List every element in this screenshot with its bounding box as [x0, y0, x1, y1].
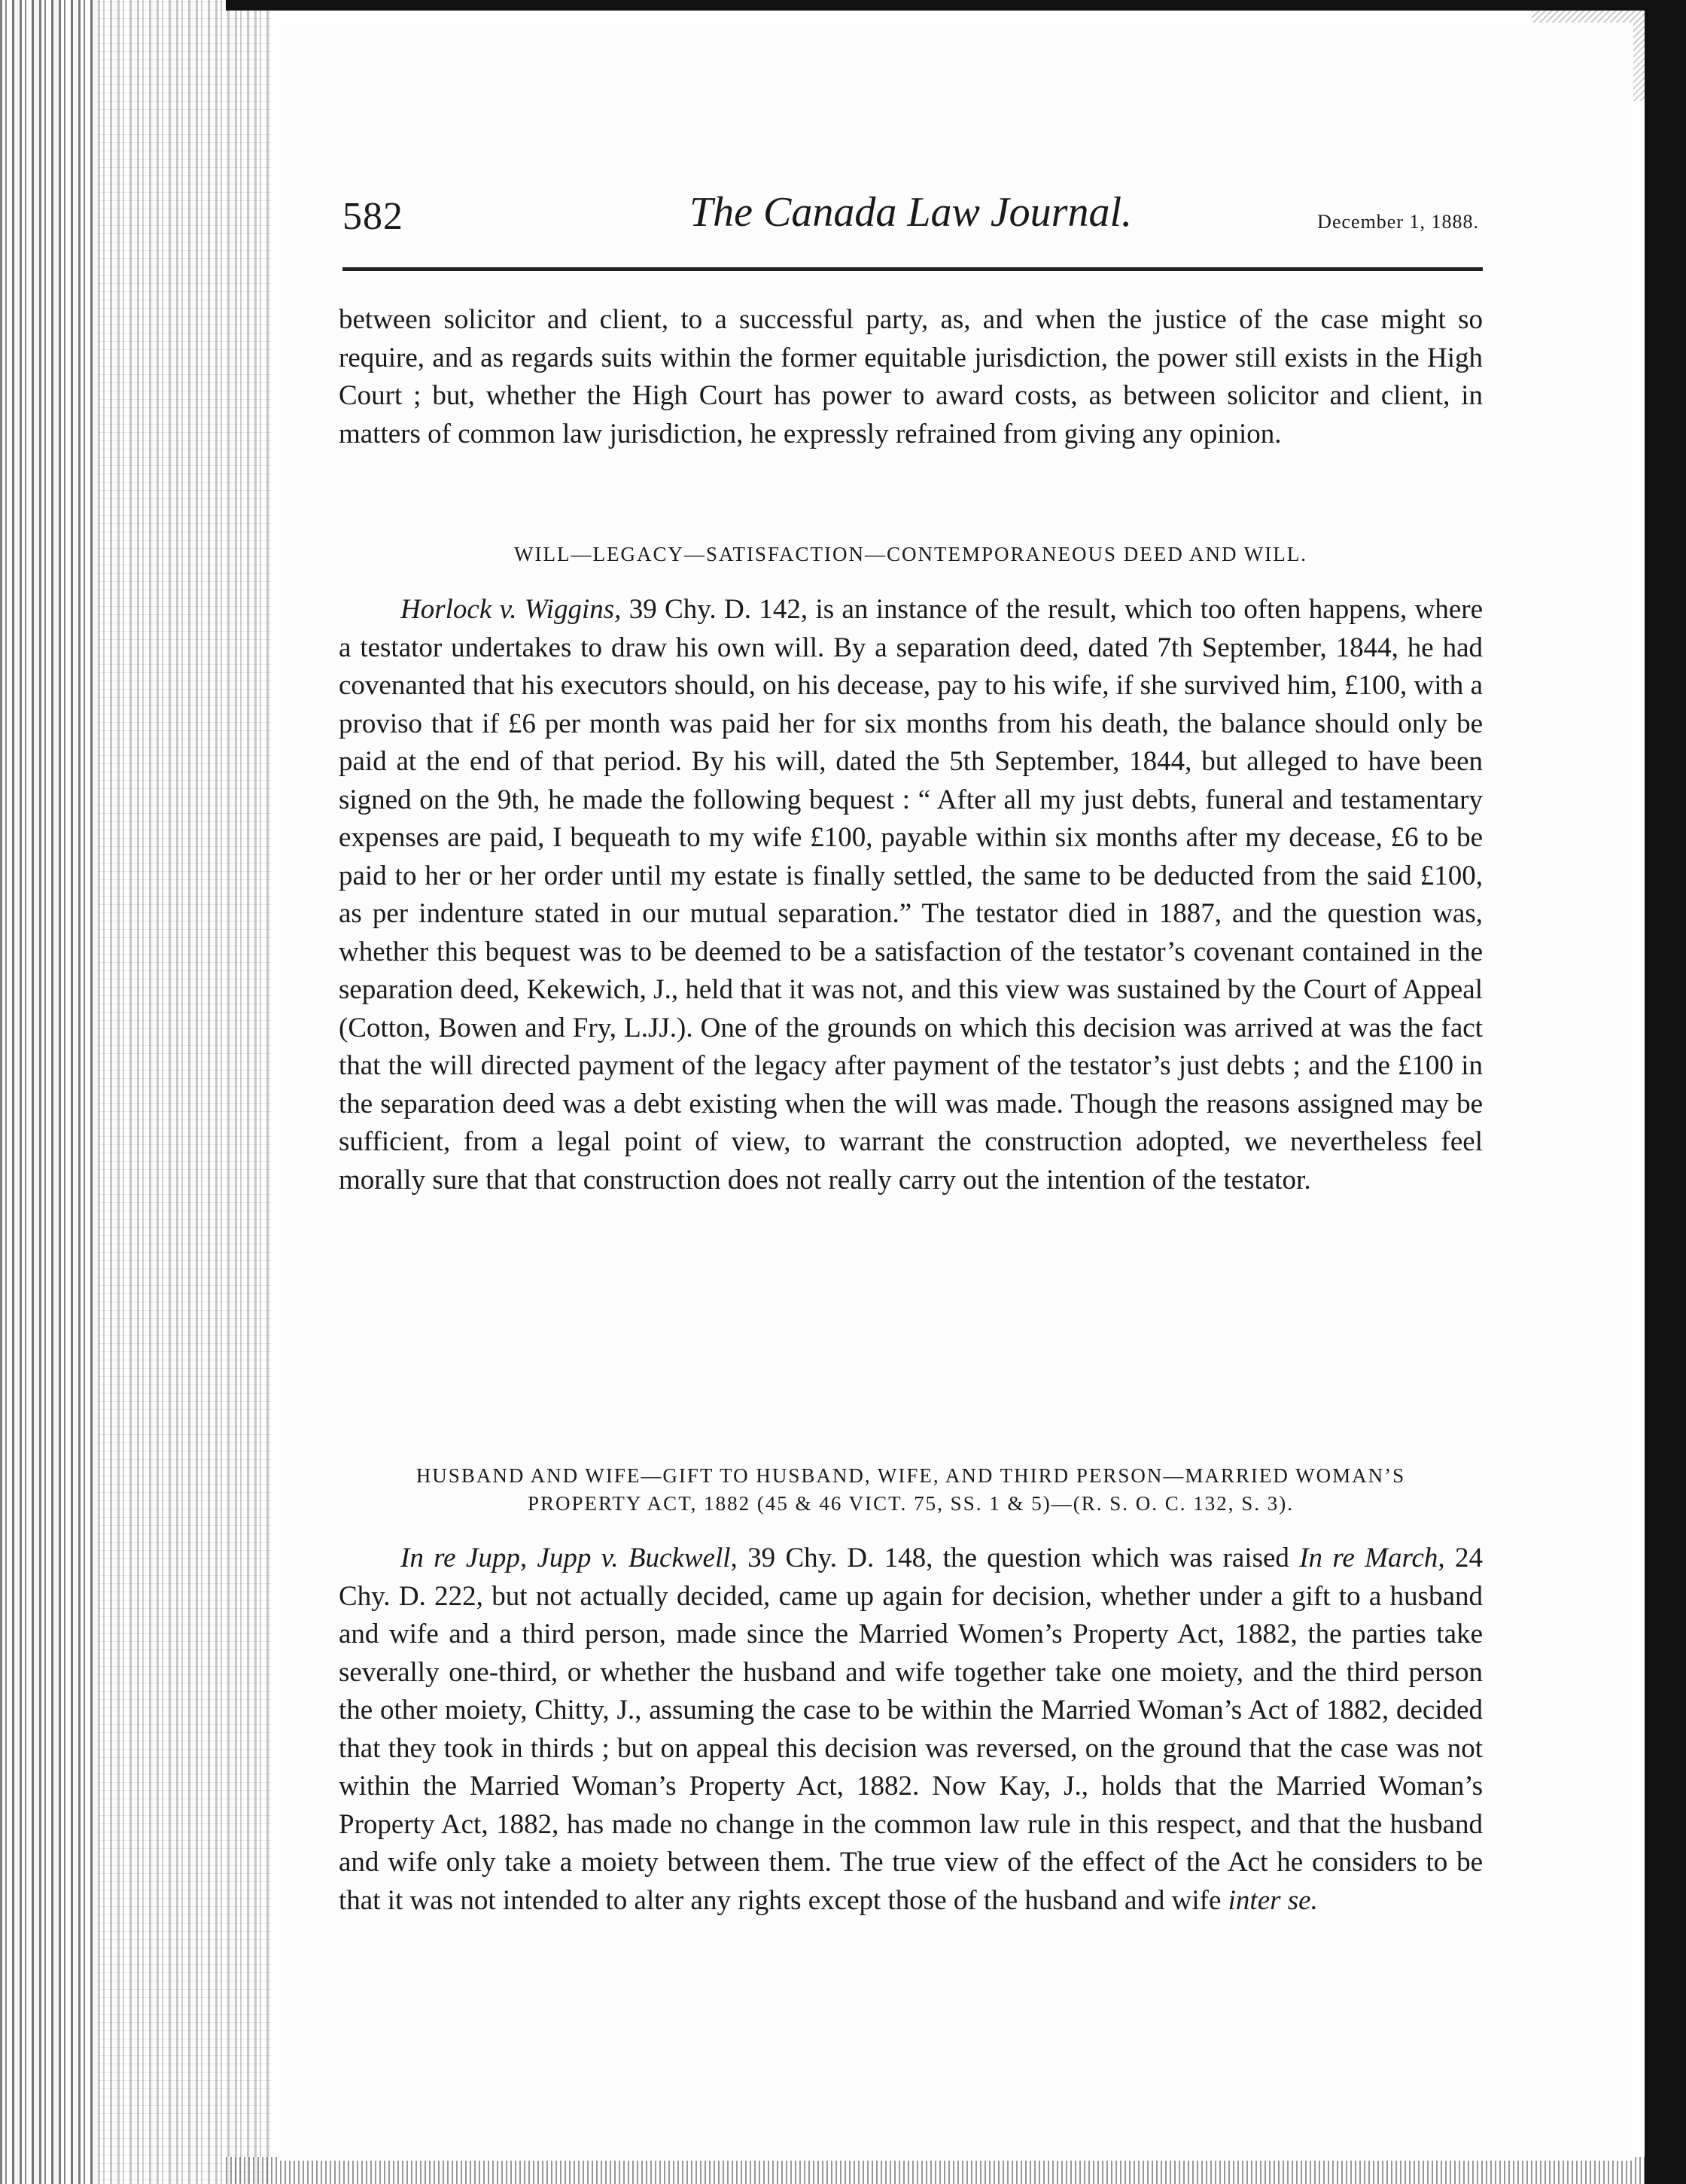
- running-head: [342, 181, 1479, 245]
- case-name: Horlock v. Wiggins,: [400, 594, 622, 625]
- paragraph-text: 39 Chy. D. 148, the question which was raised: [737, 1543, 1300, 1573]
- case-name: In re Jupp, Jupp v. Buckwell,: [400, 1543, 738, 1573]
- section-heading-husband-and-wife: [339, 1462, 1483, 1518]
- scan-binding-texture: [98, 0, 271, 2184]
- header-rule: [342, 267, 1483, 271]
- scan-top-border: [226, 0, 1686, 11]
- page-number: 582: [342, 195, 403, 238]
- latin-phrase: inter se.: [1228, 1884, 1318, 1916]
- scan-bottom-noise: [226, 2157, 1645, 2184]
- paragraph-text: 24 Chy. D. 222, but not actually decided, came up again for decision, whether under a gift to a husband and wife and a third person, made since the Married Women’s Property Act, 1882, the parties take severally one-third, or whether the husband and wife together take one moiety, and the third person the other moiety, Chitty, J., assuming the case to be within the Married Woman’s Act of 1882, decided that they took in thirds ; but on appeal this decision was reversed, on the ground that the case was not within the Married Woman’s Property Act, 1882. Now Kay, J., holds that the Married Woman’s Property Act, 1882, has made no change in the common law rule in this respect, and that the husband and wife only take a moiety between them. The true view of the effect of the Act he considers to be that it was not intended to alter any rights except those of the husband and wife: [339, 1543, 1483, 1916]
- heading-line: HUSBAND AND WIFE—GIFT TO HUSBAND, WIFE, AND THIRD PERSON—MARRIED WOMAN’S: [415, 1464, 1406, 1487]
- paragraph-text: 39 Chy. D. 142, is an instance of the result, which too often happens, where a testator undertakes to draw his own will. By a separation deed, dated 7th September, 1844, he had covenanted that his executors should, on his decease, pay to his wife, if she survived him, £100, with a proviso that if £6 per month was paid her for six months from his death, the balance should only be paid at the end of that period. By his will, dated the 5th September, 1844, but alleged to have been signed on the 9th, he made the following bequest : “ After all my just debts, funeral and testamentary expenses are paid, I bequeath to my wife £100, payable within six months after my decease, £6 to be paid to her or her order until my estate is finally settled, the same to be deducted from the said £100, as per indenture stated in our mutual separation.” The testator died in 1887, and the question was, whether this bequest was to be deemed to be a satisfaction of the testator’s covenant contained in the separation deed, Kekewich, J., held that it was not, and this view was sustained by the Court of Appeal (Cotton, Bowen and Fry, L.JJ.). One of the grounds on which this decision was arrived at was the fact that the will directed payment of the legacy after payment of the testator’s just debts ; and the £100 in the separation deed was a debt existing when the will was made. Though the reasons assigned may be sufficient, from a legal point of view, to warrant the construction adopted, we nevertheless feel morally sure that that construction does not really carry out the intention of the testator.: [339, 594, 1483, 1196]
- scan-right-border: [1645, 0, 1686, 2184]
- paragraph-costs: [339, 301, 1483, 453]
- section-heading-will-legacy: WILL—LEGACY—SATISFACTION—CONTEMPORANEOUS DEED AND WILL.: [514, 543, 1307, 565]
- issue-date: December 1, 1888.: [1317, 211, 1479, 233]
- paragraph-horlock-v-wiggins: [339, 591, 1483, 1199]
- paragraph-text: between solicitor and client, to a successful party, as, and when the justice of the case might so require, and as regards suits within the former equitable jurisdiction, the power still exists in the High Court ; but, whether the High Court has power to award costs, as between solicitor and client, in matters of common law jurisdiction, he expressly refrained from giving any opinion.: [339, 304, 1483, 449]
- journal-title: The Canada Law Journal.: [689, 189, 1133, 236]
- heading-line: PROPERTY ACT, 1882 (45 & 46 VICT. 75, SS. 1 & 5)—(R. S. O. C. 132, S. 3).: [528, 1492, 1294, 1515]
- paragraph-in-re-jupp: [339, 1540, 1483, 1920]
- journal-page: [278, 23, 1633, 2161]
- case-name: In re March,: [1299, 1543, 1445, 1573]
